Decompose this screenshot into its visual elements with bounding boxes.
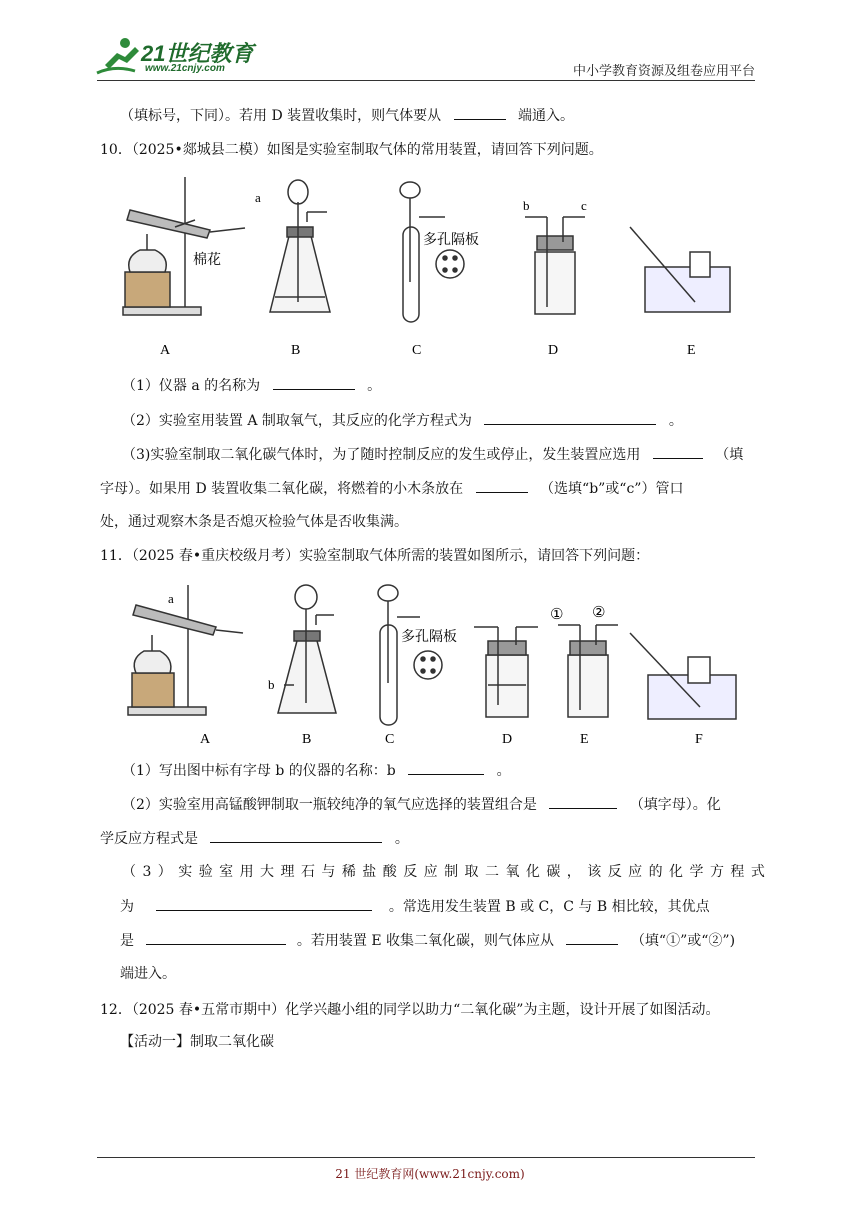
mianhua-label: 棉花 xyxy=(193,252,221,268)
blank xyxy=(566,930,618,945)
fig-label-A: A xyxy=(200,732,211,747)
prev-line: （填标号，下同）。若用 D 装置收集时，则气体要从 端通入。 xyxy=(120,105,785,126)
fig-label-B: B xyxy=(291,343,301,358)
label-c: c xyxy=(581,198,587,213)
logo-url-text: www.21cnjy.com xyxy=(145,63,225,74)
q10-s1: （1）仪器 a 的名称为 。 xyxy=(122,375,787,396)
fig-label-C: C xyxy=(385,732,395,747)
duokong-label: 多孔隔板 xyxy=(401,629,457,645)
q11-s3-l3: 是 。若用装置 E 收集二氧化碳，则气体应从 （填“①”或“②”) xyxy=(120,930,785,951)
blank xyxy=(156,896,372,911)
q10-s3-l3: 处，通过观察木条是否熄灭检验气体是否收集满。 xyxy=(100,514,408,530)
label-b: b xyxy=(268,677,275,692)
footer-text: 21 世纪教育网(www.21cnjy.com) xyxy=(335,1167,525,1181)
q11-s2-l1: （2）实验室用高锰酸钾制取一瓶较纯净的氧气应选择的装置组合是 （填字母）。化 xyxy=(122,794,787,815)
q10-s3-l2: 字母）。如果用 D 装置收集二氧化碳，将燃着的小木条放在 （选填“b”或“c”）管口 xyxy=(100,478,765,499)
blank xyxy=(484,410,656,425)
logo-main-text: 21世纪教育 xyxy=(141,41,254,66)
fig-label-D: D xyxy=(502,732,513,747)
label-a: a xyxy=(168,591,174,606)
blank xyxy=(408,760,484,775)
blank xyxy=(476,478,528,493)
q11-s1: （1）写出图中标有字母 b 的仪器的名称：b 。 xyxy=(122,760,787,781)
blank xyxy=(146,930,286,945)
q11-title: 11．（2025 春•重庆校级月考）实验室制取气体所需的装置如图所示，请回答下列问题： xyxy=(100,548,650,564)
q10-title: 10．（2025•郯城县二模）如图是实验室制取气体的常用装置，请回答下列问题。 xyxy=(100,142,603,158)
q12-title: 12．（2025 春•五常市期中）化学兴趣小组的同学以助力“二氧化碳”为主题，设计开展了如图活动。 xyxy=(100,1002,720,1018)
fig-label-C: C xyxy=(412,343,422,358)
header-rule xyxy=(97,80,755,81)
q11-s2-l2: 学反应方程式是 。 xyxy=(100,828,765,849)
blank xyxy=(454,105,506,120)
label-b: b xyxy=(523,198,530,213)
fig-label-D: D xyxy=(548,343,559,358)
fig-label-B: B xyxy=(302,732,312,747)
q11-s3-l2: 为 。常选用发生装置 B 或 C，C 与 B 相比较，其优点 xyxy=(120,896,785,917)
platform-text: 中小学教育资源及组卷应用平台 xyxy=(572,64,755,79)
fig-label-A: A xyxy=(160,343,171,358)
fig-label-E: E xyxy=(687,343,696,358)
q10-s2: （2）实验室用装置 A 制取氧气，其反应的化学方程式为 。 xyxy=(122,410,787,431)
q11-s3-l4: 端进入。 xyxy=(120,966,176,982)
q11-s3-l1: （ 3 ） 实 验 室 用 大 理 石 与 稀 盐 酸 反 应 制 取 二 氧 化 碳 ， 该 反 应 的 化 学 方 程 式 xyxy=(122,864,766,880)
label-circle-1: ① xyxy=(550,605,564,623)
fig-label-F: F xyxy=(695,732,703,747)
label-a: a xyxy=(255,190,261,205)
q11-figure xyxy=(118,575,758,750)
q10-s3-l1: （3)实验室制取二氧化碳气体时，为了随时控制反应的发生或停止，发生装置应选用 （填 xyxy=(122,444,787,465)
footer-rule xyxy=(97,1157,755,1158)
blank xyxy=(549,794,617,809)
fig-label-E: E xyxy=(580,732,589,747)
blank xyxy=(210,828,382,843)
logo xyxy=(95,35,265,77)
q10-figure xyxy=(115,172,755,362)
label-circle-2: ② xyxy=(592,603,606,621)
q12-sub: 【活动一】制取二氧化碳 xyxy=(120,1034,274,1050)
duokong-label: 多孔隔板 xyxy=(423,232,479,248)
blank xyxy=(273,375,355,390)
blank xyxy=(653,444,703,459)
